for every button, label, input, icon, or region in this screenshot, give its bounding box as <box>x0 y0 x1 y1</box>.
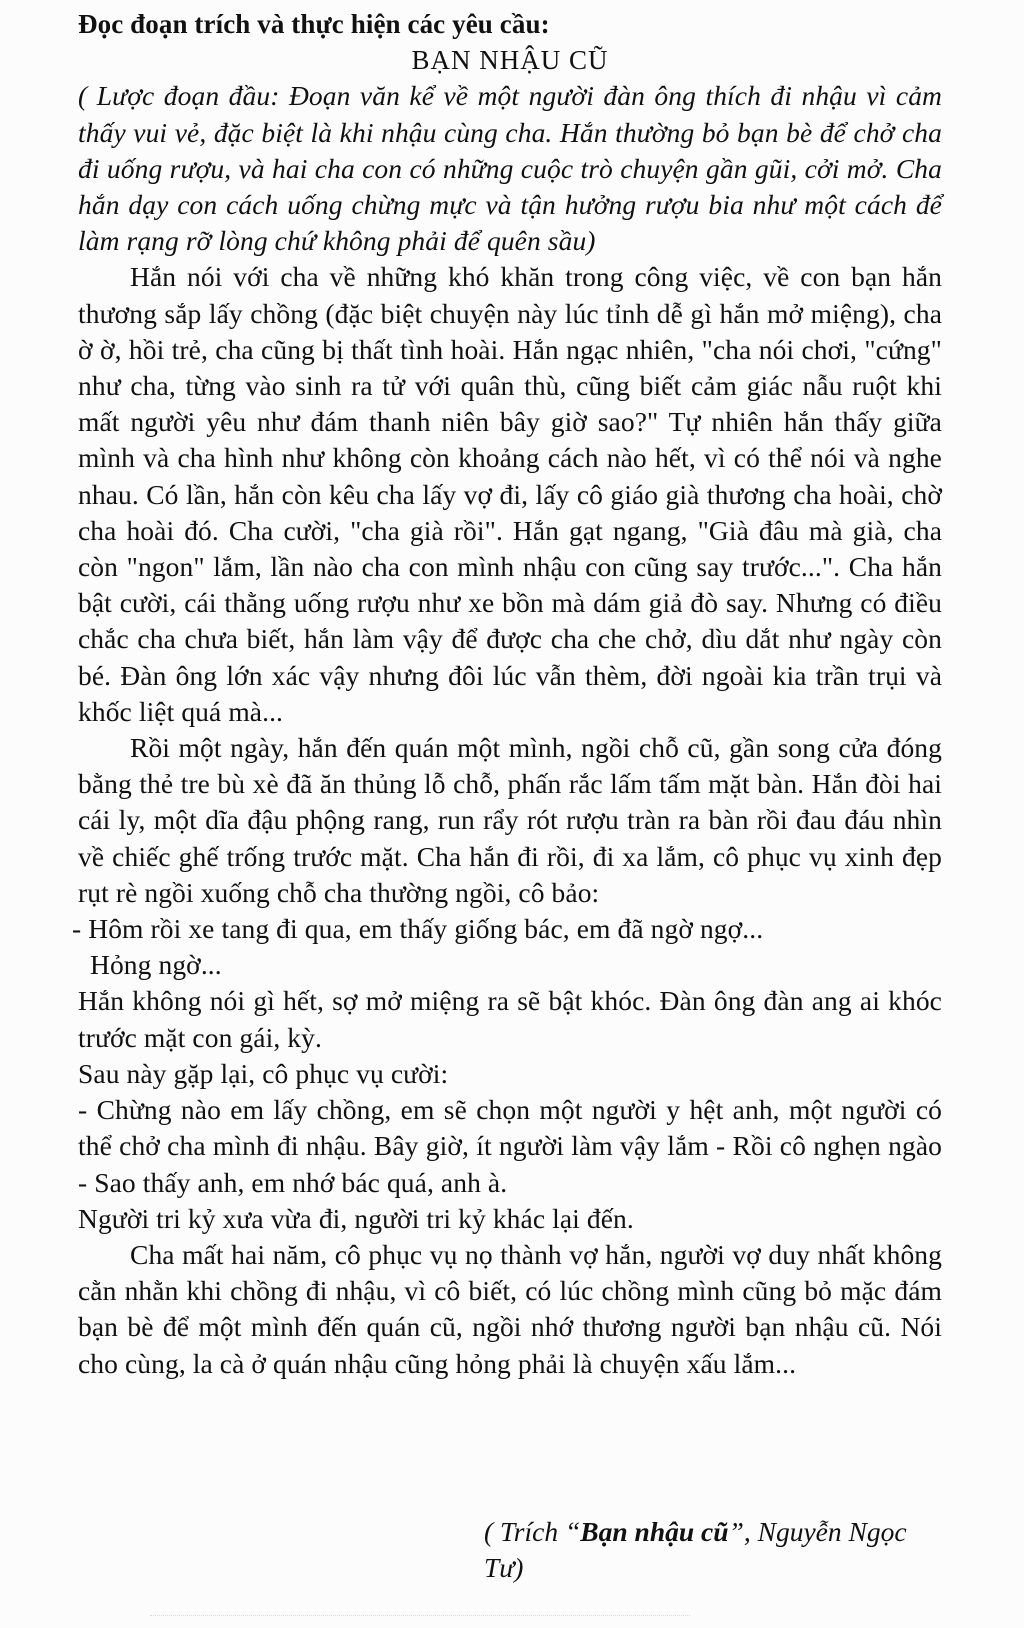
dialog-line-2: Hỏng ngờ... <box>90 949 222 981</box>
source-suffix: ”, Nguyễn Ngọc Tư) <box>484 1516 907 1584</box>
paragraph-1: Hắn nói với cha về những khó khăn trong công việc, về con bạn hắn thương sắp lấy chồng (đặc biệt chuyện này lúc tỉnh dễ gì hắn mở miệng), cha ờ ờ, hồi trẻ, cha cũng bị thất tình hoài. Hắn ngạc nhiên, "cha nói chơi, "cứng" như cha, từng vào sinh ra tử với quân thù, cũng biết cảm giác nẫu ruột khi mất người yêu như đám thanh niên bây giờ sao?" Tự nhiên hắn thấy giữa mình và cha hình như không còn khoảng cách nào hết, vì có thể nói và nghe nhau. Có lần, hắn còn kêu cha lấy vợ đi, lấy cô giáo già thương cha hoài, chờ cha hoài đó. Cha cười, "cha già rồi". Hắn gạt ngang, "Già đâu mà già, cha còn "ngon" lắm, lần nào cha con mình nhậu con cũng say trước...". Cha hắn bật cười, cái thằng uống rượu như xe bồn mà dám giả đò say. Nhưng có điều chắc cha chưa biết, hắn làm vậy để được cha che chở, dìu dắt như ngày còn bé. Đàn ông lớn xác vậy nhưng đôi lúc vẫn thèm, đời ngoài kia trần trụi và khốc liệt quá mà... <box>78 261 942 727</box>
narration-line-3: Người tri kỷ xưa vừa đi, người tri kỷ khác lại đến. <box>78 1202 634 1234</box>
source-citation <box>484 1514 924 1586</box>
narration-line-2: Sau này gặp lại, cô phục vụ cười: <box>78 1057 449 1089</box>
story-title: BẠN NHẬU CŨ <box>411 45 609 76</box>
dialog-line-3: - Chừng nào em lấy chồng, em sẽ chọn một người y hệt anh, một người có thể chở cha mình đi nhậu. Bây giờ, ít người làm vậy lắm - Rồi cô nghẹn ngào - Sao thấy anh, em nhớ bác quá, anh à. <box>78 1094 942 1198</box>
document-body <box>72 6 942 1382</box>
source-prefix: ( Trích “ <box>484 1516 581 1547</box>
dialog-line-1: - Hôm rồi xe tang đi qua, em thấy giống bác, em đã ngờ ngợ... <box>72 913 764 945</box>
final-paragraph: Cha mất hai năm, cô phục vụ nọ thành vợ hắn, người vợ duy nhất không cằn nhằn khi chồng đi nhậu, vì cô biết, có lúc chồng mình cũng bỏ mặc đám bạn bè để một mình đến quán cũ, ngồi nhớ thương người bạn nhậu cũ. Nói cho cùng, la cà ở quán nhậu cũng hỏng phải là chuyện xấu lắm... <box>78 1238 942 1379</box>
instruction-heading: Đọc đoạn trích và thực hiện các yêu cầu: <box>78 9 550 39</box>
scan-edge-artifact <box>150 1615 690 1624</box>
summary-paragraph: ( Lược đoạn đầu: Đoạn văn kể về một người đàn ông thích đi nhậu vì cảm thấy vui vẻ, đặc biệt là khi nhậu cùng cha. Hắn thường bỏ bạn bè để chở cha đi uống rượu, và hai cha con có những cuộc trò chuyện gần gũi, cởi mở. Cha hắn dạy con cách uống chừng mực và tận hưởng rượu bia như một cách để làm rạng rỡ lòng chứ không phải để quên sầu) <box>78 80 942 257</box>
paragraph-2: Rồi một ngày, hắn đến quán một mình, ngồi chỗ cũ, gần song cửa đóng bằng thẻ tre bù xè đã ăn thủng lỗ chỗ, phấn rắc lấm tấm mặt bàn. Hắn đòi hai cái ly, một dĩa đậu phộng rang, run rẩy rót rượu tràn ra bàn rồi đau đáu nhìn về chiếc ghế trống trước mặt. Cha hắn đi rồi, đi xa lắm, cô phục vụ xinh đẹp rụt rè ngồi xuống chỗ cha thường ngồi, cô bảo: <box>78 732 942 908</box>
source-work-title: Bạn nhậu cũ <box>580 1516 729 1547</box>
narration-line-1: Hắn không nói gì hết, sợ mở miệng ra sẽ bật khóc. Đàn ông đàn ang ai khóc trước mặt con gái, kỳ. <box>78 985 942 1053</box>
